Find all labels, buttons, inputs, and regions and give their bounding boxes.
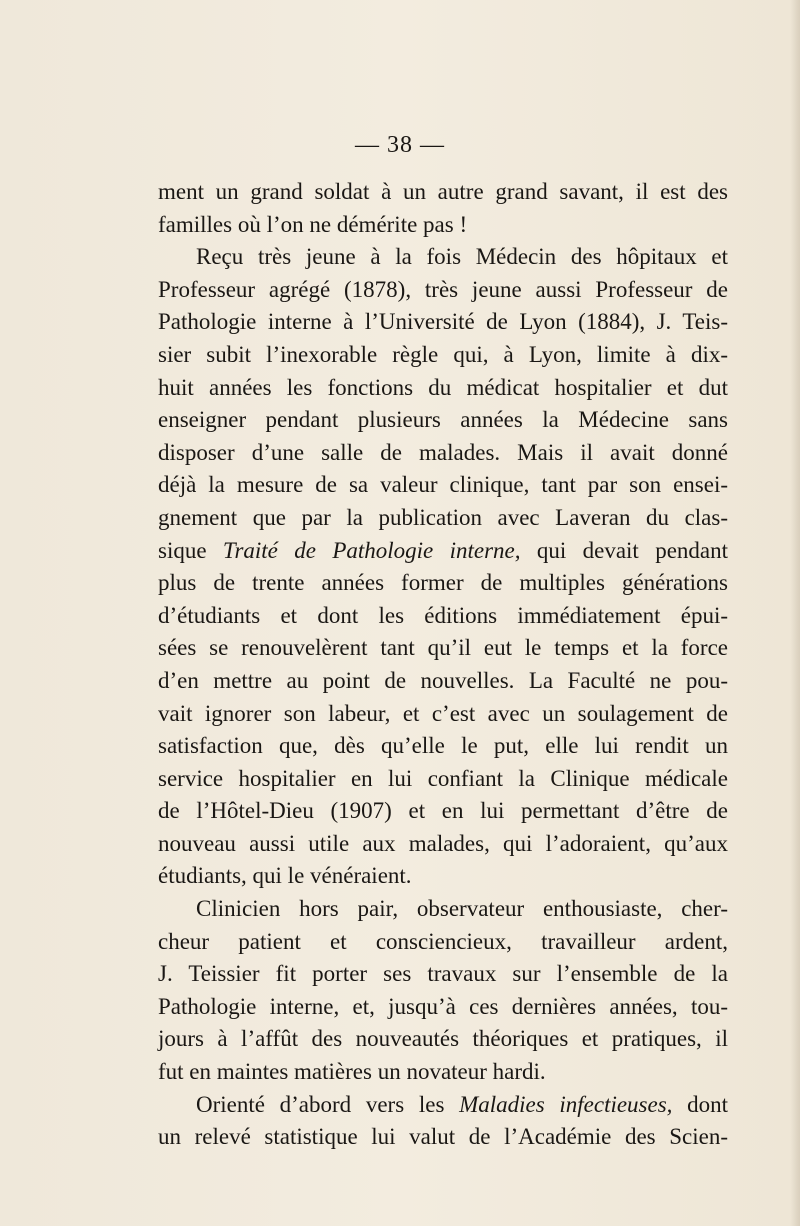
text-line: jours à l’affût des nouveautés théoriques et pratiques, il	[158, 1026, 728, 1052]
text-segment: qui devait pendant	[520, 537, 728, 563]
text-segment: sique	[158, 537, 223, 563]
text-line: Reçu très jeune à la fois Médecin des hôpitaux et	[196, 244, 728, 270]
text-line: d’étudiants et dont les éditions immédiatement épui-	[158, 602, 728, 628]
text-line: ment un grand soldat à un autre grand savant, il est des	[158, 179, 728, 204]
book-title-italic: Traité de Pathologie interne,	[222, 537, 521, 563]
text-line: enseigner pendant plusieurs années la Médecine sans	[158, 407, 728, 433]
text-segment: Orienté d’abord vers les	[196, 1091, 460, 1117]
text-line: disposer d’une salle de malades. Mais il avait donné	[158, 439, 728, 465]
text-line: Pathologie interne, et, jusqu’à ces dernières années, tou-	[158, 993, 728, 1019]
text-line: cheur patient et consciencieux, travailleur ardent,	[158, 928, 728, 954]
topic-italic: Maladies infectieuses,	[459, 1091, 673, 1117]
body-text	[158, 176, 728, 1154]
text-line-with-italic	[158, 1089, 728, 1122]
text-line: étudiants, qui le vénéraient.	[158, 863, 412, 889]
text-line-with-italic	[158, 535, 728, 568]
text-line: familles où l’on ne démérite pas !	[158, 211, 468, 237]
text-line: un relevé statistique lui valut de l’Académie des Scien-	[158, 1124, 728, 1150]
text-line: Clinicien hors pair, observateur enthousiaste, cher-	[196, 896, 728, 922]
text-line: d’en mettre au point de nouvelles. La Faculté ne pou-	[158, 667, 728, 693]
text-segment: dont	[672, 1091, 728, 1117]
text-line: nouveau aussi utile aux malades, qui l’adoraient, qu’aux	[158, 830, 728, 856]
text-line: de l’Hôtel-Dieu (1907) et en lui permettant d’être de	[158, 798, 728, 824]
page-number: — 38 —	[355, 132, 445, 158]
text-line: service hospitalier en lui confiant la Clinique médicale	[158, 765, 728, 791]
text-line: plus de trente années former de multiples générations	[158, 570, 728, 596]
text-line: huit années les fonctions du médicat hospitalier et dut	[158, 374, 728, 400]
text-line: Pathologie interne à l’Université de Lyon (1884), J. Teis-	[158, 309, 728, 335]
text-line: gnement que par la publication avec Laveran du clas-	[158, 504, 728, 530]
text-line: vait ignorer son labeur, et c’est avec un soulagement de	[158, 700, 728, 726]
text-line: sier subit l’inexorable règle qui, à Lyon, limite à dix-	[158, 341, 728, 367]
text-line: Professeur agrégé (1878), très jeune aussi Professeur de	[158, 276, 728, 302]
page-edge-shadow	[790, 0, 800, 1226]
text-line: déjà la mesure de sa valeur clinique, tant par son ensei-	[158, 472, 728, 498]
text-line: sées se renouvelèrent tant qu’il eut le temps et la force	[158, 635, 728, 661]
text-line: satisfaction que, dès qu’elle le put, elle lui rendit un	[158, 733, 728, 759]
text-line: fut en maintes matières un novateur hardi.	[158, 1059, 546, 1085]
text-line: J. Teissier fit porter ses travaux sur l’ensemble de la	[158, 961, 728, 987]
